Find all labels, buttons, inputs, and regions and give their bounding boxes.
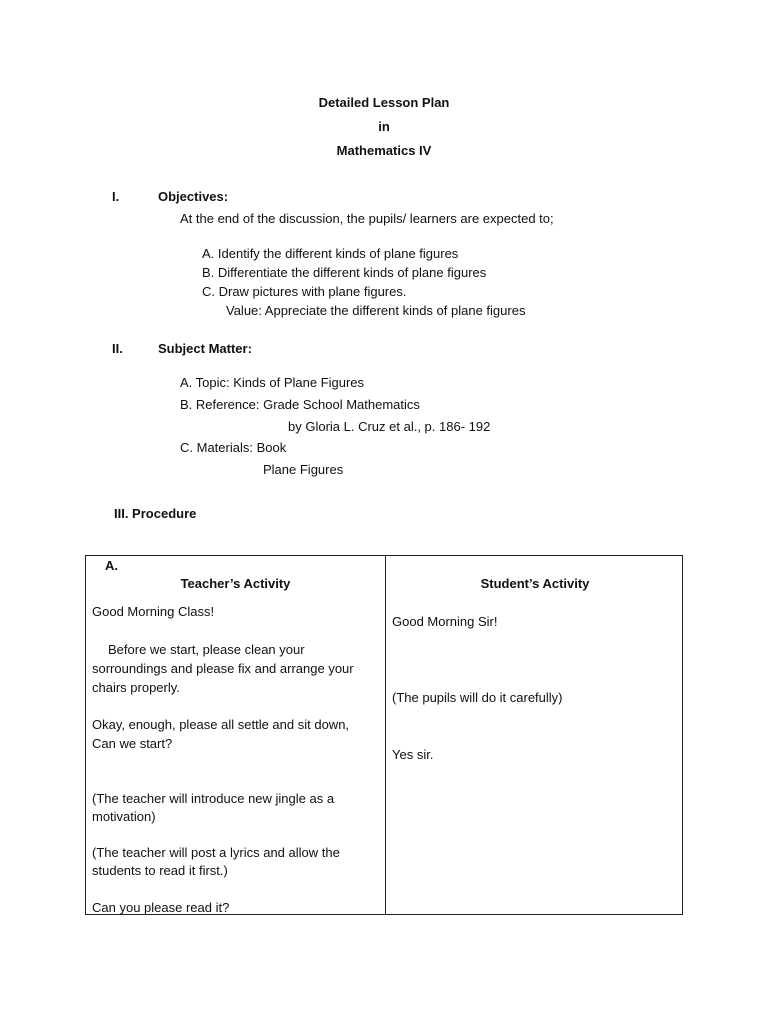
teacher-line: motivation) — [92, 809, 156, 824]
student-line: (The pupils will do it carefully) — [392, 690, 563, 705]
subject-matter-heading: Subject Matter: — [158, 341, 252, 356]
title-line-3: Mathematics IV — [336, 143, 432, 158]
teacher-line: students to read it first.) — [92, 863, 228, 878]
objective-value: Value: Appreciate the different kinds of plane figures — [226, 303, 526, 318]
student-activity-header: Student’s Activity — [480, 576, 590, 591]
subject-materials: C. Materials: Book — [180, 440, 287, 455]
title-line-2: in — [378, 119, 390, 134]
subject-materials-2: Plane Figures — [263, 462, 344, 477]
subject-topic: A. Topic: Kinds of Plane Figures — [180, 375, 365, 390]
table-column-divider — [385, 556, 386, 914]
objective-item: A. Identify the different kinds of plane figures — [202, 246, 459, 261]
objectives-numeral: I. — [112, 189, 120, 204]
subject-reference: B. Reference: Grade School Mathematics — [180, 397, 420, 412]
teacher-line: (The teacher will introduce new jingle as a — [92, 791, 335, 806]
teacher-line: Before we start, please clean your — [108, 642, 305, 657]
subject-matter-numeral: II. — [112, 341, 123, 356]
teacher-line: Good Morning Class! — [92, 604, 215, 619]
teacher-line: (The teacher will post a lyrics and allow the — [92, 845, 340, 860]
student-line: Yes sir. — [392, 747, 434, 762]
teacher-activity-header: Teacher’s Activity — [180, 576, 291, 591]
table-section-label: A. — [105, 558, 118, 573]
objective-item: C. Draw pictures with plane figures. — [202, 284, 407, 299]
teacher-line: Can we start? — [92, 736, 173, 751]
objective-item: B. Differentiate the different kinds of plane figures — [202, 265, 487, 280]
objectives-heading: Objectives: — [158, 189, 229, 204]
activity-table — [85, 555, 683, 915]
subject-reference-author: by Gloria L. Cruz et al., p. 186- 192 — [288, 419, 491, 434]
teacher-line: Can you please read it? — [92, 900, 230, 915]
objectives-intro: At the end of the discussion, the pupils/ learners are expected to; — [180, 211, 554, 226]
title-line-1: Detailed Lesson Plan — [318, 95, 450, 110]
teacher-line: sorroundings and please fix and arrange your — [92, 661, 354, 676]
teacher-line: Okay, enough, please all settle and sit down, — [92, 717, 350, 732]
student-line: Good Morning Sir! — [392, 614, 498, 629]
teacher-line: chairs properly. — [92, 680, 180, 695]
procedure-heading: III. Procedure — [114, 506, 197, 521]
